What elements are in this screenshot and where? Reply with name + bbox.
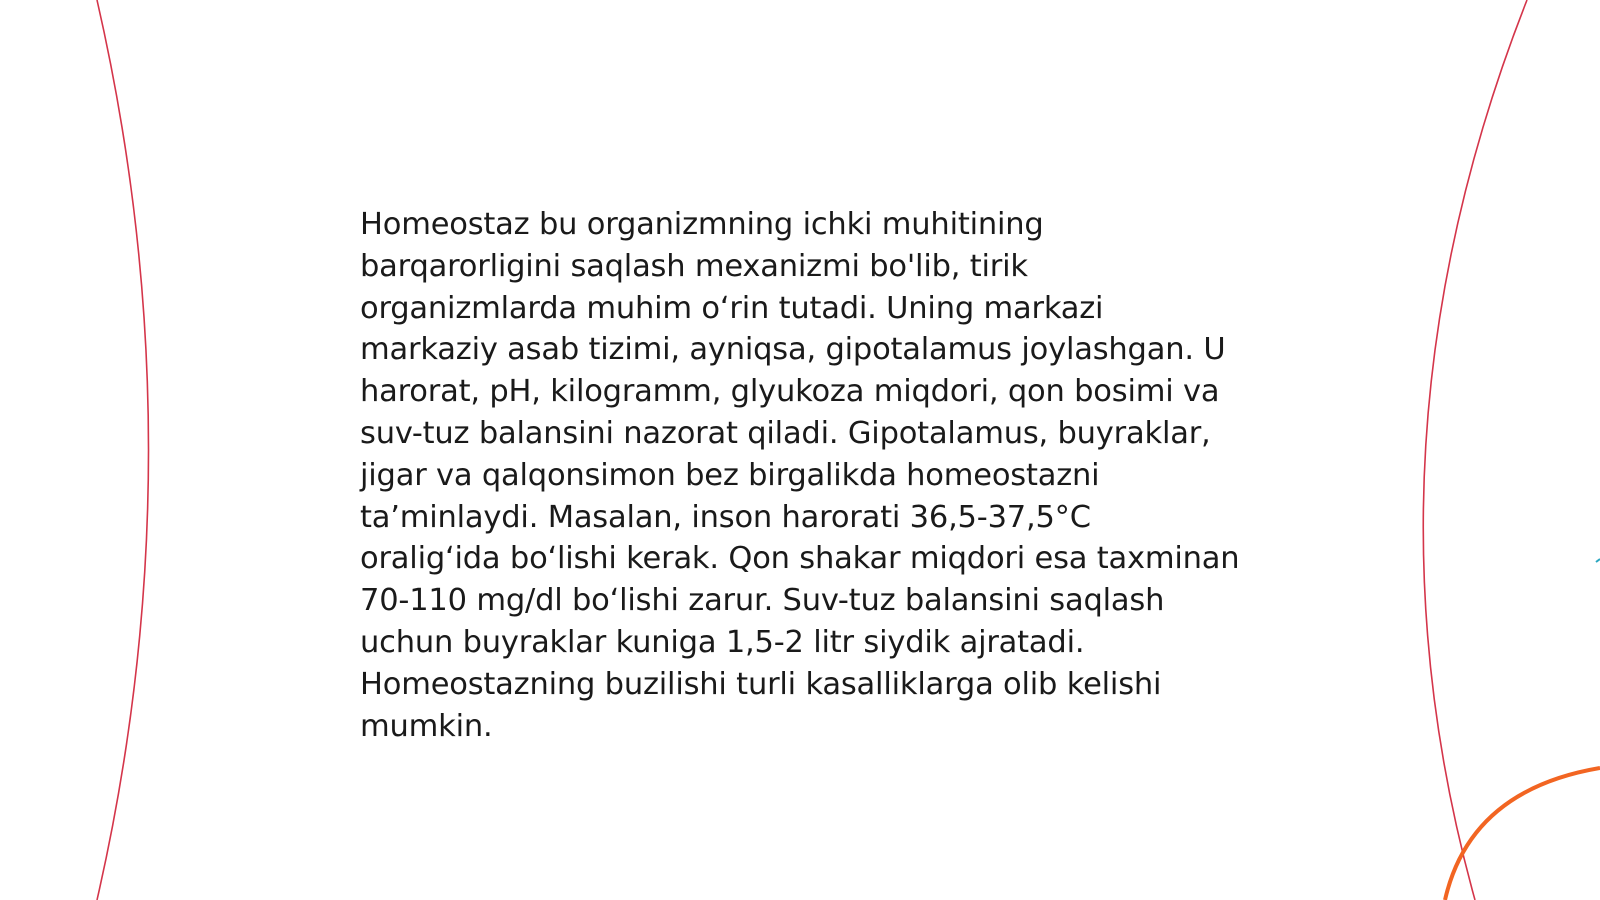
orange-arc: [1445, 768, 1600, 900]
slide-body-text: Homeostaz bu organizmning ichki muhitining barqarorligini saqlash mexanizmi bo'lib, tirik organizmlarda muhim o‘rin tutadi. Uning markazi markaziy asab tizimi, ayniqsa, gipotalamus joylashgan. U harorat, pH, kilogramm, glyukoza miqdori, qon bosimi va suv-tuz balansini nazorat qiladi. Gipotalamus, buyraklar, jigar va qalqonsimon bez birgalikda homeostazni ta’minlaydi. Masalan, inson harorati 36,5-37,5°C oralig‘ida bo‘lishi kerak. Qon shakar miqdori esa taxminan 70-110 mg/dl bo‘lishi zarur. Suv-tuz balansini saqlash uchun buyraklar kuniga 1,5-2 litr siydik ajratadi. Homeostazning buzilishi turli kasalliklarga olib kelishi mumkin.: [360, 207, 1240, 744]
left-decorative-curve: [97, 0, 149, 900]
teal-mark: [1596, 559, 1600, 562]
right-decorative-curve: [1423, 0, 1527, 900]
